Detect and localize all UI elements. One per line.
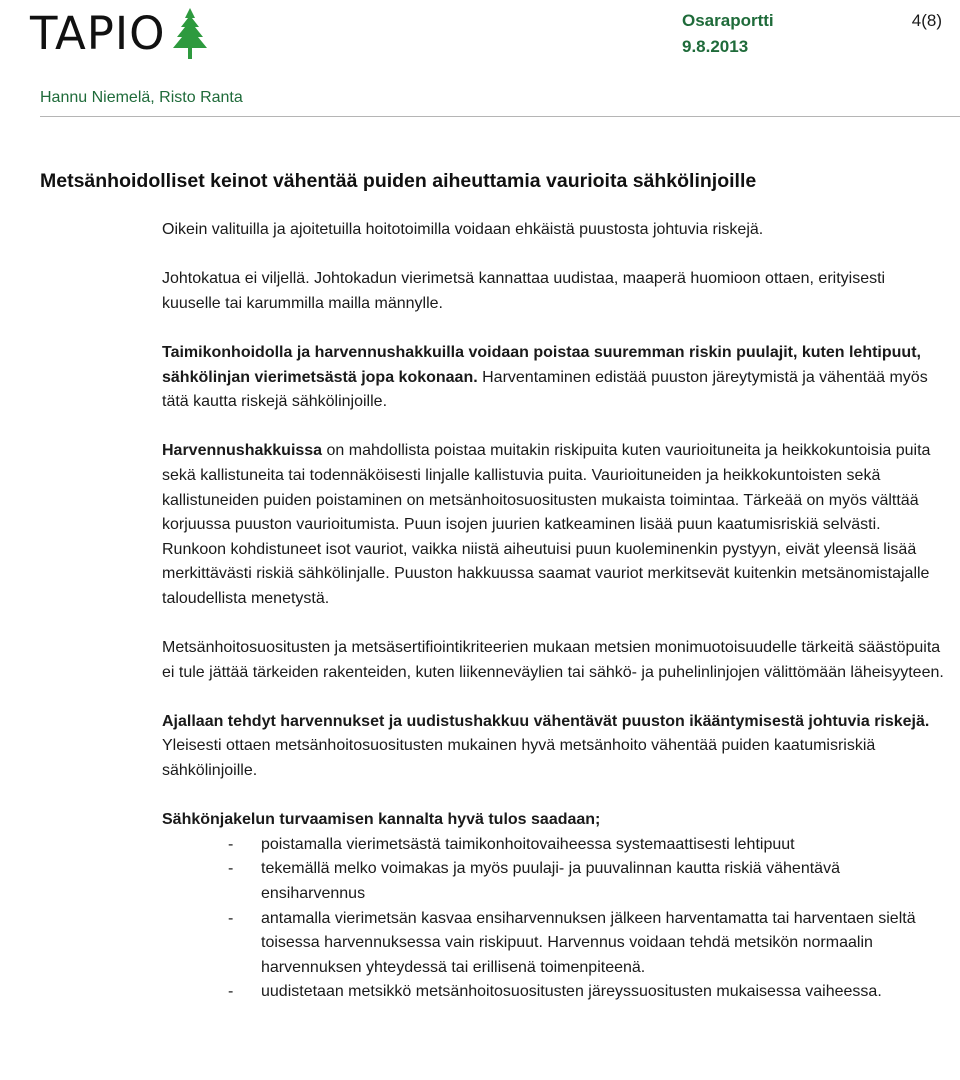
paragraph-5: Metsänhoitosuositusten ja metsäsertifiointikriteerien mukaan metsien monimuotoisuudelle tärkeitä säästöpuita ei tule jättää tärkeiden rakenteiden, kuten liikenneväylien tai sähkö- ja puhelinlinjojen välittömään läheisyyteen. bbox=[162, 639, 944, 681]
list-marker: - bbox=[228, 983, 234, 1001]
list-item bbox=[162, 980, 946, 1005]
paragraph-4-text: on mahdollista poistaa muitakin riskipuita kuten vaurioituneita ja heikkokuntoisia puita sekä kallistuneita tai todennäköisesti linjalle kallistuvia puita. Vaurioituneiden ja heikkokuntoisten sekä kallistuneiden puiden poistaminen on metsänhoitosuositusten mukaista toimintaa. Tärkeää on myös välttää korjuussa puuston vaurioitumista. Puun isojen juurien katkeaminen lisää puun kaatumisriskiä selvästi. Runkoon kohdistuneet isot vauriot, vaikka niistä aiheutuisi puun kuoleminenkin pystyyn, eivät yleensä lisää merkittävästi riskiä sähkölinjalle. Puuston hakkuussa saamat vauriot merkitsevät kuitenkin metsänomistajalle taloudellista menetystä. bbox=[162, 442, 931, 607]
list-item-text: antamalla vierimetsän kasvaa ensiharvennuksen jälkeen harventamatta tai harventaen sieltä toisessa harvennuksessa vain riskipuut. Harvennus voidaan tehdä metsikön normaalin harvennuksen yhteydessä tai erillisenä toimenpiteenä. bbox=[261, 909, 916, 976]
header-divider bbox=[40, 116, 960, 117]
authors: Hannu Niemelä, Risto Ranta bbox=[40, 89, 243, 106]
paragraph-3-text: Harventaminen edistää puuston järeytymistä ja vähentää myös tätä kautta riskejä sähkölinjoille. bbox=[162, 368, 928, 411]
list-marker: - bbox=[228, 835, 234, 853]
section-heading: Metsänhoidolliset keinot vähentää puiden aiheuttamia vaurioita sähkölinjoille bbox=[40, 170, 757, 192]
paragraph-3-bold: Taimikonhoidolla ja harvennushakkuilla voidaan poistaa suuremman riskin puulajit, kuten lehtipuut, sähkölinjan vierimetsästä jopa kokonaan. bbox=[162, 343, 921, 386]
paragraph-4 bbox=[162, 439, 946, 611]
paragraph-1: Oikein valituilla ja ajoitetuilla hoitotoimilla voidaan ehkäistä puustosta johtuvia riskejä. bbox=[162, 221, 764, 238]
list-marker: - bbox=[228, 860, 234, 878]
logo-text: TAPIO bbox=[30, 7, 166, 60]
document-info bbox=[682, 10, 774, 58]
spruce-tree-icon bbox=[170, 8, 210, 60]
list-item bbox=[162, 833, 946, 858]
measures-list bbox=[162, 833, 946, 1005]
list-item-text: tekemällä melko voimakas ja myös puulaji- ja puuvalinnan kautta riskiä vähentävä ensiharvennus bbox=[261, 860, 840, 903]
page-number: 4(8) bbox=[911, 11, 942, 30]
paragraph-4-bold: Harvennushakkuissa bbox=[162, 442, 323, 460]
paragraph-6 bbox=[162, 710, 946, 784]
paragraph-2: Johtokatua ei viljellä. Johtokadun vierimetsä kannattaa uudistaa, maaperä huomioon ottaen, erityisesti kuuselle tai karummilla mailla männylle. bbox=[162, 270, 886, 312]
paragraph-6-bold: Ajallaan tehdyt harvennukset ja uudistushakkuu vähentävät puuston ikääntymisestä johtuvia riskejä. bbox=[162, 712, 930, 730]
list-marker: - bbox=[228, 909, 234, 927]
paragraph-6-text: Yleisesti ottaen metsänhoitosuositusten mukainen hyvä metsänhoito vähentää puiden kaatumisriskiä sähkölinjoille. bbox=[162, 737, 876, 780]
list-item-text: poistamalla vierimetsästä taimikonhoitovaiheessa systemaattisesti lehtipuut bbox=[261, 835, 795, 853]
document-title: Osaraportti bbox=[682, 11, 774, 30]
document-body bbox=[162, 218, 946, 1005]
tapio-logo bbox=[30, 6, 210, 62]
list-item bbox=[162, 907, 946, 981]
list-item-text: uudistetaan metsikkö metsänhoitosuositusten järeyssuositusten mukaisessa vaiheessa. bbox=[261, 983, 882, 1001]
list-item bbox=[162, 857, 946, 906]
paragraph-3 bbox=[162, 341, 946, 415]
document-date: 9.8.2013 bbox=[682, 37, 749, 56]
list-lead: Sähkönjakelun turvaamisen kannalta hyvä tulos saadaan; bbox=[162, 811, 601, 829]
